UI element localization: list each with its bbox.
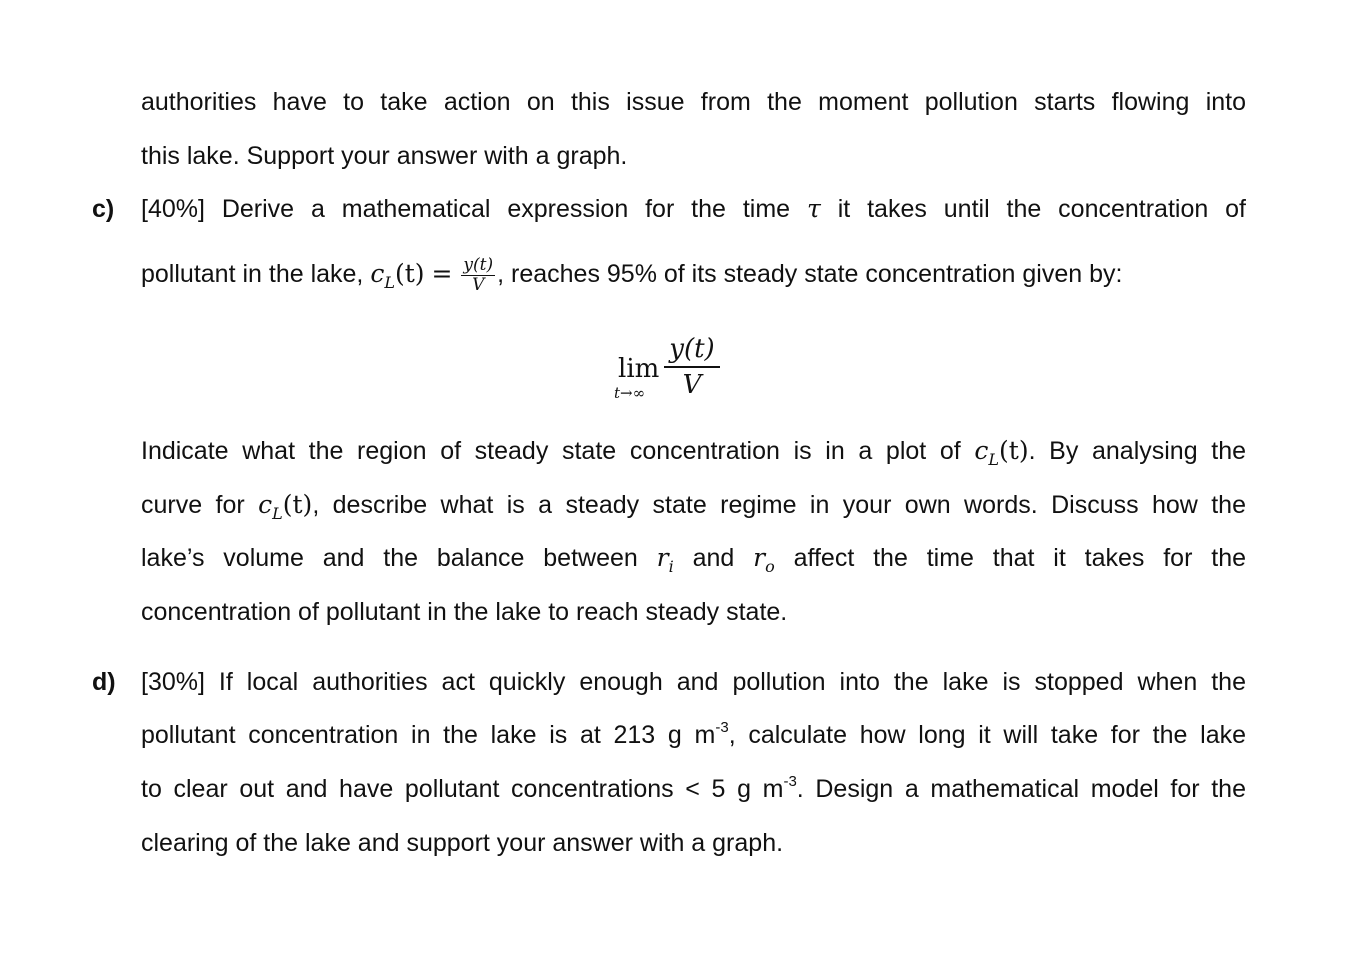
part-d-line-2 (141, 720, 1246, 754)
limit-expression (612, 332, 732, 404)
part-c-para2-line-4: concentration of pollutant in the lake to reach steady state. (141, 598, 788, 626)
part-c-line-2-pre: pollutant in the lake, (141, 260, 364, 289)
part-c-line-2-post: , reaches 95% of its steady state concentration given by: (497, 260, 1123, 289)
part-d-line-3-post: . Design a mathematical model for the (796, 775, 1246, 803)
part-c-label: c) (92, 195, 115, 223)
part-c-line-1 (141, 194, 1246, 224)
part-d-line-1: [30%] If local authorities act quickly enough and pollution into the lake is stopped when the (141, 668, 1246, 696)
equals-sign: = (431, 259, 453, 289)
part-c-para2-line-3 (141, 543, 1246, 576)
part-b-line-2: this lake. Support your answer with a graph. (141, 142, 628, 170)
limit-fraction (664, 332, 720, 402)
part-c-line-1-pre: [40%] Derive a mathematical expression for the time (141, 195, 791, 223)
concentration-symbol-2: $c_L$ (974, 436, 1000, 469)
part-c-para2-line-3-pre: lake’s volume and the balance between (141, 544, 638, 572)
part-d-line-4: clearing of the lake and support your answer with a graph. (141, 829, 784, 857)
tau-symbol: τ (806, 194, 821, 223)
concentration-symbol-3: $c_L$ (258, 490, 283, 523)
inline-fraction (461, 256, 495, 295)
time-argument: (t) (394, 259, 425, 289)
part-c-para2-line-3-post: affect the time that it takes for the (793, 544, 1246, 572)
ro-symbol: $r_o$ (753, 543, 775, 576)
part-d-label: d) (92, 668, 116, 696)
part-d-line-2-pre: pollutant concentration in the lake is at 213 g m (141, 721, 716, 749)
limit-subscript: t→∞ (614, 384, 646, 402)
exponent-2: -3 (783, 773, 797, 790)
limit-word: lim (618, 354, 660, 384)
part-b-line-1: authorities have to take action on this issue from the moment pollution starts flowing into (141, 88, 1246, 116)
part-c-line-1-post: it takes until the concentration of (837, 195, 1247, 223)
part-d-line-3-pre: to clear out and have pollutant concentrations < 5 g m (141, 775, 784, 803)
part-c-para2-line-1 (141, 436, 1246, 469)
part-c-para2-line-2-pre: curve for (141, 491, 245, 519)
part-d-line-3 (141, 774, 1246, 808)
inline-fraction-numerator: y(t) (463, 255, 494, 275)
part-c-line-2 (141, 256, 1246, 295)
limit-fraction-denominator: V (664, 366, 720, 402)
part-c-para2-line-1-pre: Indicate what the region of steady state concentration is in a plot of (141, 437, 961, 465)
limit-fraction-numerator: y(t) (669, 334, 715, 364)
part-c-para2-line-2-post: , describe what is a steady state regime in your own words. Discuss how the (312, 491, 1246, 519)
part-c-para2-line-2 (141, 490, 1246, 523)
time-argument-3: (t) (282, 490, 313, 519)
time-argument-2: (t) (999, 436, 1029, 465)
inline-fraction-denominator: V (461, 275, 495, 295)
part-d-line-2-post: , calculate how long it will take for the lake (728, 721, 1246, 749)
part-c-para2-line-1-post: . By analysing the (1028, 437, 1247, 465)
concentration-symbol: $c_L$ (370, 259, 395, 293)
exponent-1: -3 (715, 719, 729, 736)
and-word: and (692, 544, 735, 572)
ri-symbol: $r_i$ (656, 543, 674, 576)
